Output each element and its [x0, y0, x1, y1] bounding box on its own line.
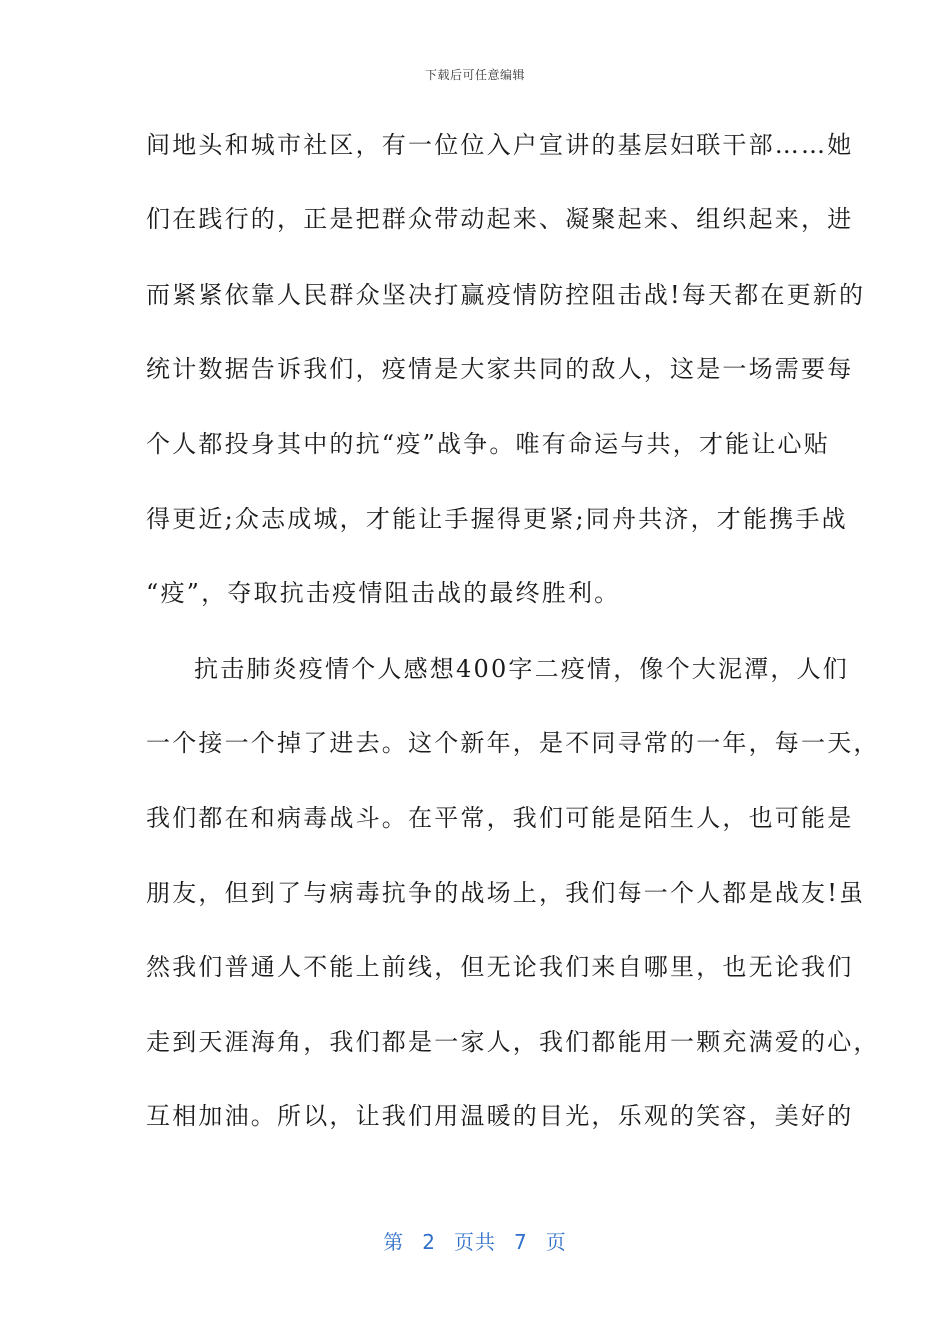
body-line-6: 得更近;众志成城，才能让手握得更紧;同舟共济，才能携手战	[146, 505, 848, 533]
body-line-1: 间地头和城市社区，有一位位入户宣讲的基层妇联干部……她	[146, 131, 854, 159]
body-line-2: 们在践行的，正是把群众带动起来、凝聚起来、组织起来，进	[146, 205, 854, 233]
body-line-9: 一个接一个掉了进去。这个新年，是不同寻常的一年，每一天，	[146, 729, 880, 757]
body-line-7: “疫”，夺取抗击疫情阻击战的最终胜利。	[146, 579, 621, 607]
body-line-12: 然我们普通人不能上前线，但无论我们来自哪里，也无论我们	[146, 953, 854, 981]
footer-suffix: 页	[545, 1230, 567, 1254]
body-line-13: 走到天涯海角，我们都是一家人，我们都能用一颗充满爱的心，	[146, 1028, 880, 1056]
body-line-3: 而紧紧依靠人民群众坚决打赢疫情防控阻击战!每天都在更新的	[146, 281, 866, 309]
page-header: 下载后可任意编辑	[424, 68, 525, 82]
footer-total-pages: 7	[514, 1230, 528, 1254]
body-line-14: 互相加油。所以，让我们用温暖的目光，乐观的笑容，美好的	[146, 1102, 854, 1130]
body-line-10: 我们都在和病毒战斗。在平常，我们可能是陌生人，也可能是	[146, 804, 854, 832]
footer-current-page: 2	[422, 1230, 436, 1254]
page-footer	[0, 1226, 950, 1255]
paragraph-2-line-1: 抗击肺炎疫情个人感想400字二疫情，像个大泥潭，人们	[194, 655, 850, 683]
body-line-11: 朋友，但到了与病毒抗争的战场上，我们每一个人都是战友!虽	[146, 879, 866, 907]
body-line-4: 统计数据告诉我们，疫情是大家共同的敌人，这是一场需要每	[146, 355, 854, 383]
body-line-5: 个人都投身其中的抗“疫”战争。唯有命运与共，才能让心贴	[146, 430, 830, 458]
footer-prefix: 第	[383, 1230, 405, 1254]
footer-middle: 页共	[454, 1230, 496, 1254]
